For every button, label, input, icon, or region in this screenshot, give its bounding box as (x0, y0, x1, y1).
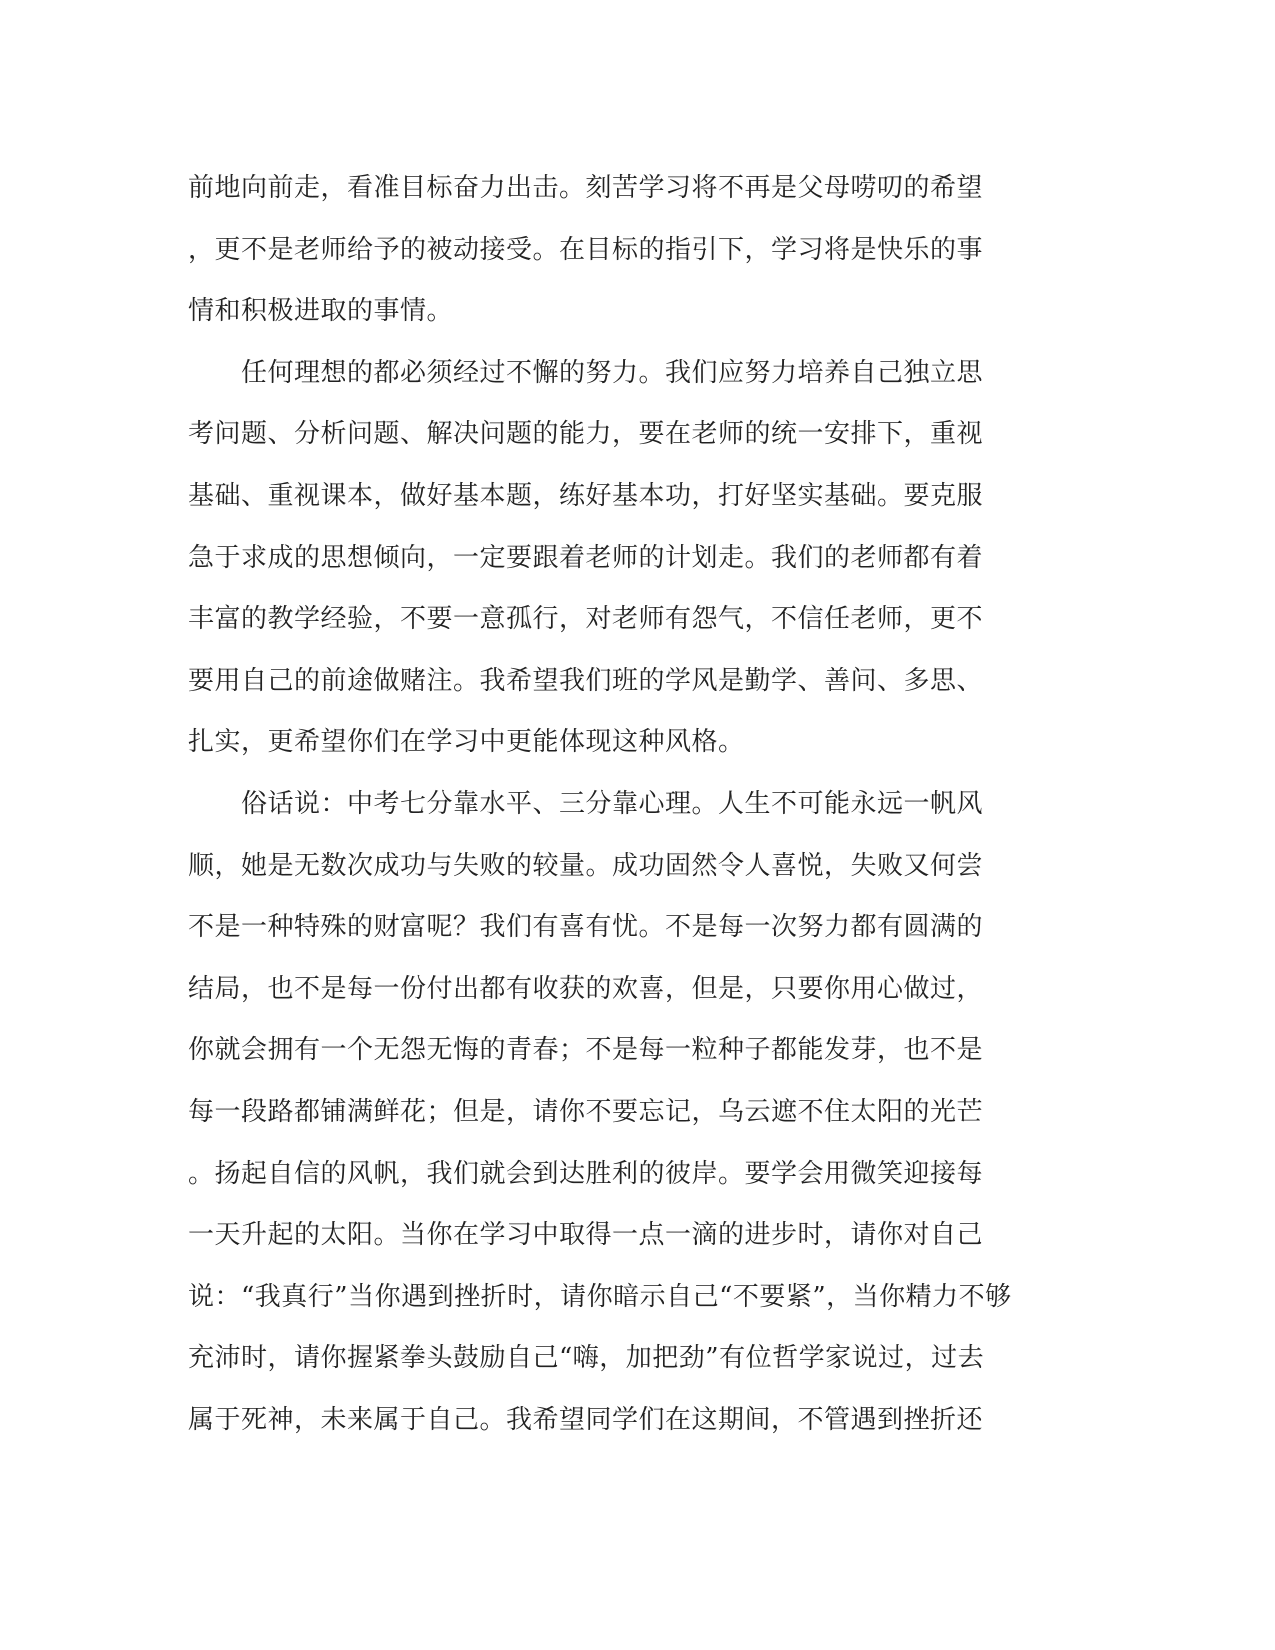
text-line: 充沛时，请你握紧拳头鼓励自己“嗨，加把劲”有位哲学家说过，过去 (188, 1343, 985, 1374)
text-line: 要用自己的前途做赌注。我希望我们班的学风是勤学、善问、多思、 (188, 665, 984, 696)
text-line: 考问题、分析问题、解决问题的能力，要在老师的统一安排下，重视 (188, 419, 984, 450)
text-line: 属于死神，未来属于自己。我希望同学们在这期间，不管遇到挫折还 (188, 1404, 984, 1435)
text-line: 顺，她是无数次成功与失败的较量。成功固然令人喜悦，失败又何尝 (188, 850, 984, 881)
text-line: 扎实，更希望你们在学习中更能体现这种风格。 (188, 727, 745, 758)
text-line: 你就会拥有一个无怨无悔的青春；不是每一粒种子都能发芽，也不是 (188, 1035, 984, 1066)
text-line: 任何理想的都必须经过不懈的努力。我们应努力培养自己独立思 (188, 357, 984, 388)
text-line: ，更不是老师给予的被动接受。在目标的指引下，学习将是快乐的事 (188, 234, 984, 265)
text-line: 急于求成的思想倾向，一定要跟着老师的计划走。我们的老师都有着 (188, 542, 984, 573)
text-line: 说：“我真行”当你遇到挫折时，请你暗示自己“不要紧”，当你精力不够 (188, 1281, 1012, 1312)
text-line: 情和积极进取的事情。 (188, 296, 454, 327)
text-line: 结局，也不是每一份付出都有收获的欢喜，但是，只要你用心做过， (188, 973, 984, 1004)
text-line: 丰富的教学经验，不要一意孤行，对老师有怨气，不信任老师，更不 (188, 604, 984, 635)
text-line: 俗话说：中考七分靠水平、三分靠心理。人生不可能永远一帆风 (188, 788, 984, 819)
text-line: 。扬起自信的风帆，我们就会到达胜利的彼岸。要学会用微笑迎接每 (188, 1158, 984, 1189)
text-line: 前地向前走，看准目标奋力出击。刻苦学习将不再是父母唠叨的希望 (188, 173, 984, 203)
text-line: 一天升起的太阳。当你在学习中取得一点一滴的进步时，请你对自己 (188, 1220, 984, 1251)
text-line: 基础、重视课本，做好基本题，练好基本功，打好坚实基础。要克服 (188, 480, 984, 511)
text-line: 不是一种特殊的财富呢？我们有喜有忧。不是每一次努力都有圆满的 (188, 912, 984, 943)
body-text (188, 158, 1088, 1451)
text-line: 每一段路都铺满鲜花；但是，请你不要忘记，乌云遮不住太阳的光芒 (188, 1096, 984, 1127)
